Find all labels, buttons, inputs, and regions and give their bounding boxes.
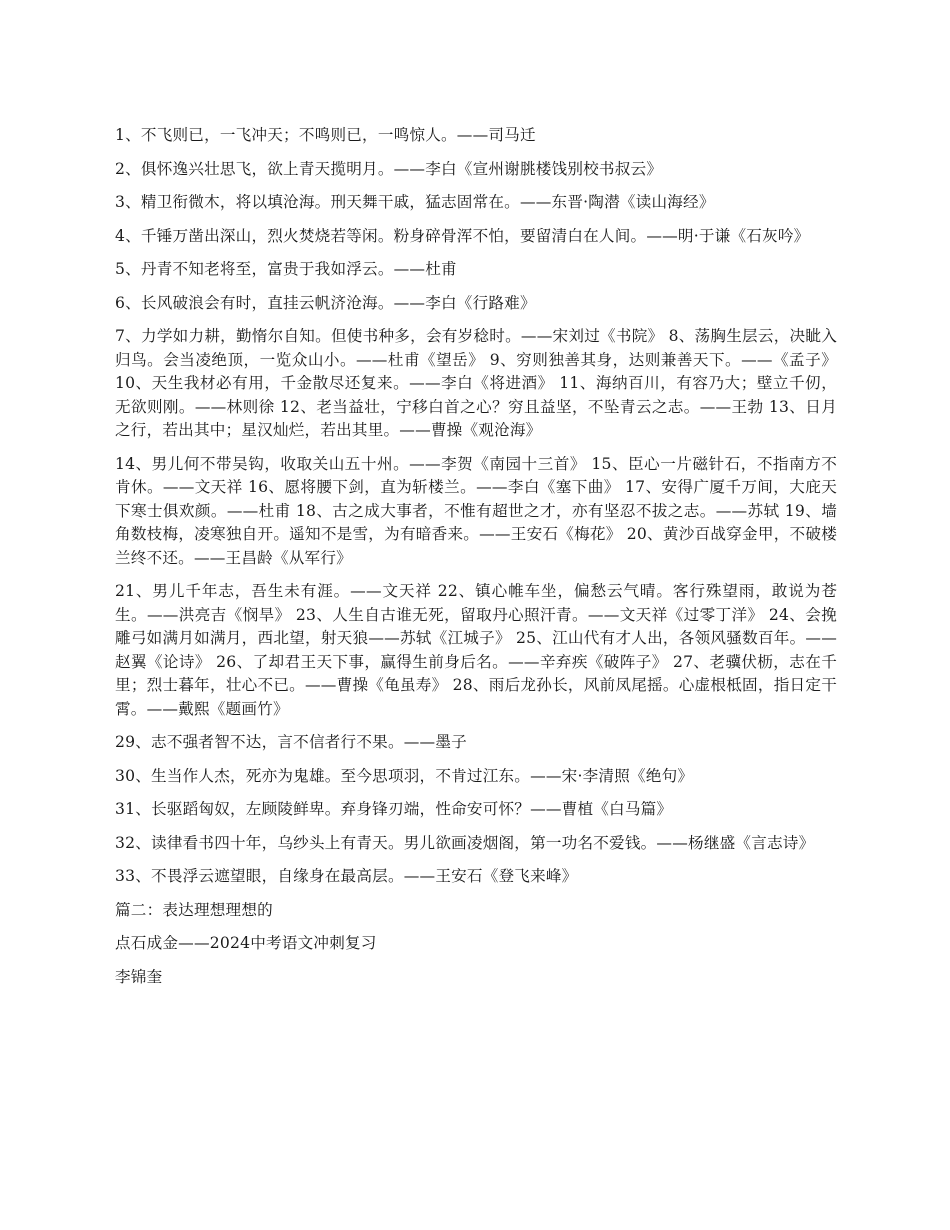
quote-paragraph-7-13: 7、力学如力耕，勤惰尔自知。但使书种多，会有岁稔时。——宋刘过《书院》 8、荡胸生层云，决眦入归鸟。会当凌绝顶，一览众山小。——杜甫《望岳》 9、穷则独善其身，达则兼善天下。——《孟子》 10、天生我材必有用，千金散尽还复来。——李白《将进酒》 11、海纳百川，有容乃大；壁立千仞，无欲则刚。——林则徐 12、老当益壮，宁移白首之心？穷且益坚，不坠青云之志。——王勃 13、日月之行，若出其中；星汉灿烂，若出其里。——曹操《观沧海》 bbox=[115, 327, 837, 439]
quote-paragraph-5: 5、丹青不知老将至，富贵于我如浮云。——杜甫 bbox=[115, 260, 457, 278]
quote-paragraph-3: 3、精卫衔微木，将以填沧海。刑天舞干戚，猛志固常在。——东晋·陶潜《读山海经》 bbox=[115, 193, 715, 211]
subtitle-line: 点石成金——2024中考语文冲刺复习 bbox=[115, 934, 377, 952]
quote-paragraph-14-20: 14、男儿何不带吴钩，收取关山五十州。——李贺《南园十三首》 15、臣心一片磁针石，不指南方不肯休。——文天祥 16、愿将腰下剑，直为斩楼兰。——李白《塞下曲》 17、安得广厦千万间，大庇天下寒士俱欢颜。——杜甫 18、古之成大事者，不惟有超世之才，亦有坚忍不拔之志。——苏轼 19、墙角数枝梅，凌寒独自开。遥知不是雪，为有暗香来。——王安石《梅花》 20、黄沙百战穿金甲，不破楼兰终不还。——王昌龄《从军行》 bbox=[115, 454, 837, 567]
quote-paragraph-2: 2、俱怀逸兴壮思飞，欲上青天揽明月。——李白《宣州谢朓楼饯别校书叔云》 bbox=[115, 159, 663, 178]
quote-paragraph-4: 4、千锤万凿出深山，烈火焚烧若等闲。粉身碎骨浑不怕，要留清白在人间。——明·于谦《石灰吟》 bbox=[115, 226, 810, 245]
author-line: 李锦奎 bbox=[115, 967, 163, 986]
quote-paragraph-21-28: 21、男儿千年志，吾生未有涯。——文天祥 22、镇心帷车坐，偏愁云气晴。客行殊望雨，敢说为苍生。——洪亮吉《悯旱》 23、人生自古谁无死，留取丹心照汗青。——文天祥《过零丁洋》 24、会挽雕弓如满月如满月，西北望，射天狼——苏轼《江城子》 25、江山代有才人出，各领风骚数百年。——赵翼《论诗》 26、了却君王天下事，赢得生前身后名。——辛弃疾《破阵子》 27、老骥伏枥，志在千里；烈士暮年，壮心不已。——曹操《龟虽寿》 28、雨后龙孙长，风前凤尾摇。心虚根柢固，指日定干霄。——戴熙《题画竹》 bbox=[115, 582, 837, 718]
quote-paragraph-6: 6、长风破浪会有时，直挂云帆济沧海。——李白《行路难》 bbox=[115, 293, 536, 312]
quote-paragraph-1: 1、不飞则已，一飞冲天；不鸣则已，一鸣惊人。——司马迁 bbox=[115, 126, 536, 144]
document-body bbox=[115, 124, 837, 999]
quote-paragraph-33: 33、不畏浮云遮望眼，自缘身在最高层。——王安石《登飞来峰》 bbox=[115, 867, 578, 885]
quote-paragraph-31: 31、长驱蹈匈奴，左顾陵鲜卑。弃身锋刃端，性命安可怀？——曹植《白马篇》 bbox=[115, 800, 673, 818]
quote-paragraph-32: 32、读律看书四十年，乌纱头上有青天。男儿欲画凌烟阁，第一功名不爱钱。——杨继盛《言志诗》 bbox=[115, 833, 815, 852]
quote-paragraph-30: 30、生当作人杰，死亦为鬼雄。至今思项羽，不肯过江东。——宋·李清照《绝句》 bbox=[115, 766, 694, 785]
quote-paragraph-29: 29、志不强者智不达，言不信者行不果。——墨子 bbox=[115, 733, 467, 751]
section-heading: 篇二：表达理想理想的 bbox=[115, 900, 273, 919]
